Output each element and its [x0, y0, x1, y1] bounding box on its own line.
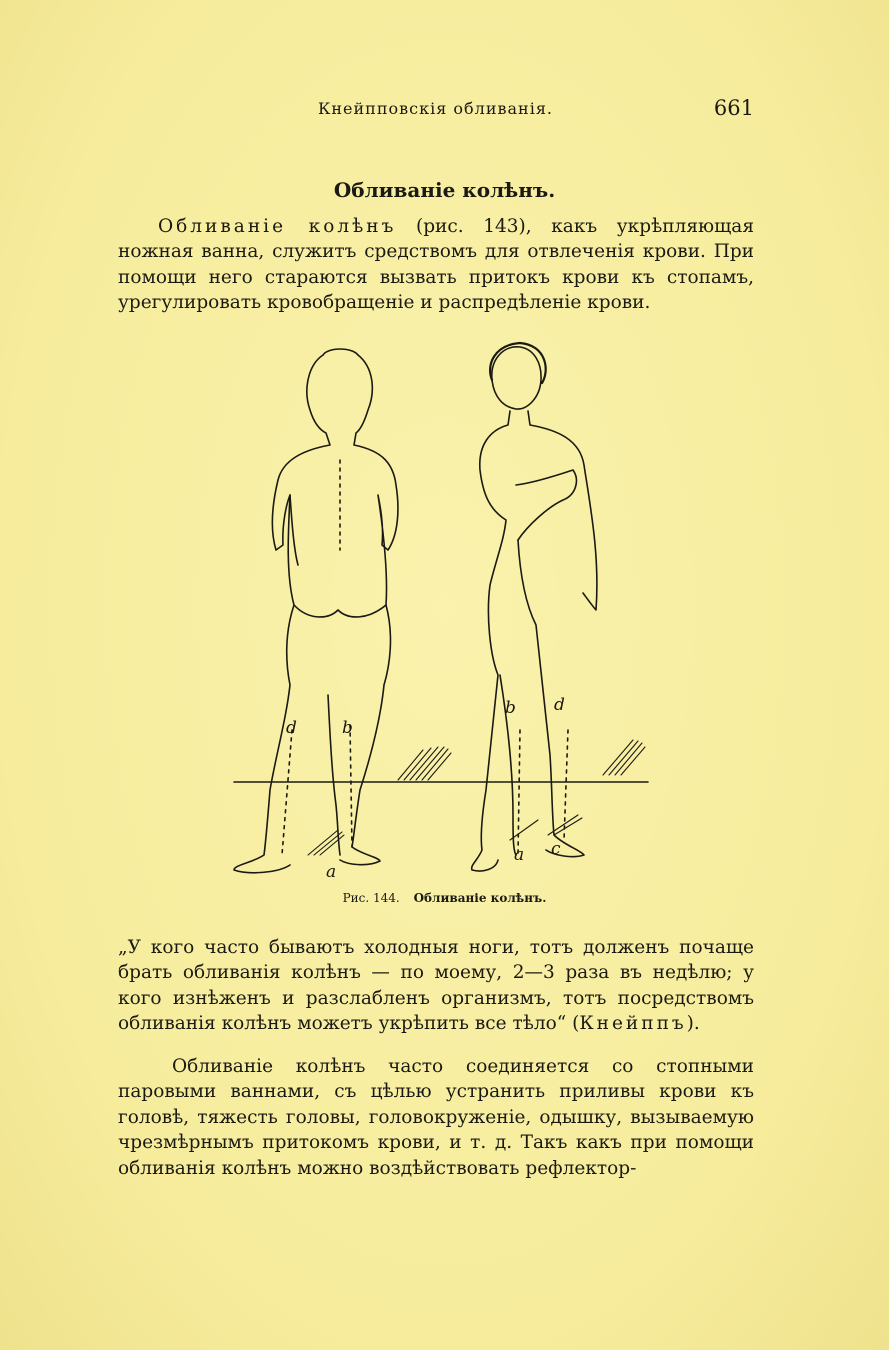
paragraph-intro-lead: Обливаніе колѣнъ — [158, 216, 397, 237]
caption-title: Обливаніе колѣнъ. — [413, 891, 547, 905]
label-front-a: a — [514, 845, 525, 865]
running-title: Кнейпповскія обливанія. — [318, 99, 554, 118]
knee-affusion-illustration — [228, 335, 658, 880]
label-front-d: d — [554, 695, 565, 715]
quote-tail: ). — [686, 1013, 700, 1035]
label-back-b: b — [342, 718, 353, 738]
section-heading: Обливаніе колѣнъ. — [333, 178, 556, 202]
figure-caption — [0, 891, 889, 905]
figure-illustration — [228, 335, 658, 880]
label-back-a: a — [326, 862, 337, 880]
paragraph-continuation: Обливаніе колѣнъ часто соединяется со стопными паровыми ваннами, съ цѣлью устранить приливы крови къ головѣ, тяжесть головы, головокруженіе, одышку, вызываемую чрезмѣрнымъ притокомъ крови, и т. д. Такъ какъ при помощи обливанія колѣнъ можно воздѣйствовать рефлектор- — [118, 1056, 754, 1179]
label-front-b: b — [505, 698, 516, 718]
back-view-figure — [234, 349, 398, 873]
paragraph-intro — [118, 214, 754, 316]
label-back-d: d — [286, 718, 297, 738]
quote-text: „У кого часто бываютъ холодныя ноги, тотъ долженъ почаще брать обливанія колѣнъ — по моему, 2—3 раза въ недѣлю; у кого изнѣженъ и разслабленъ организмъ, тотъ посредствомъ обливанія колѣнъ можетъ укрѣпить все тѣло“ ( — [118, 937, 754, 1035]
label-front-c: c — [551, 839, 561, 859]
paragraph-quote — [118, 935, 754, 1037]
running-head — [118, 96, 758, 122]
back-stream-d — [282, 730, 292, 855]
back-stream-b — [350, 725, 352, 847]
quote-author: Кнейппъ — [579, 1013, 687, 1035]
front-view-figure — [472, 343, 597, 871]
paragraph-intro-body: (рис. 143), какъ укрѣпляющая ножная ванна, служитъ средствомъ для отвлеченія крови. При помощи него стараются вызвать притокъ крови къ стопамъ, урегулировать кровобращеніе и распредѣленіе крови. — [118, 216, 754, 314]
page-number: 661 — [713, 96, 754, 120]
caption-number: Рис. 144. — [342, 891, 400, 905]
